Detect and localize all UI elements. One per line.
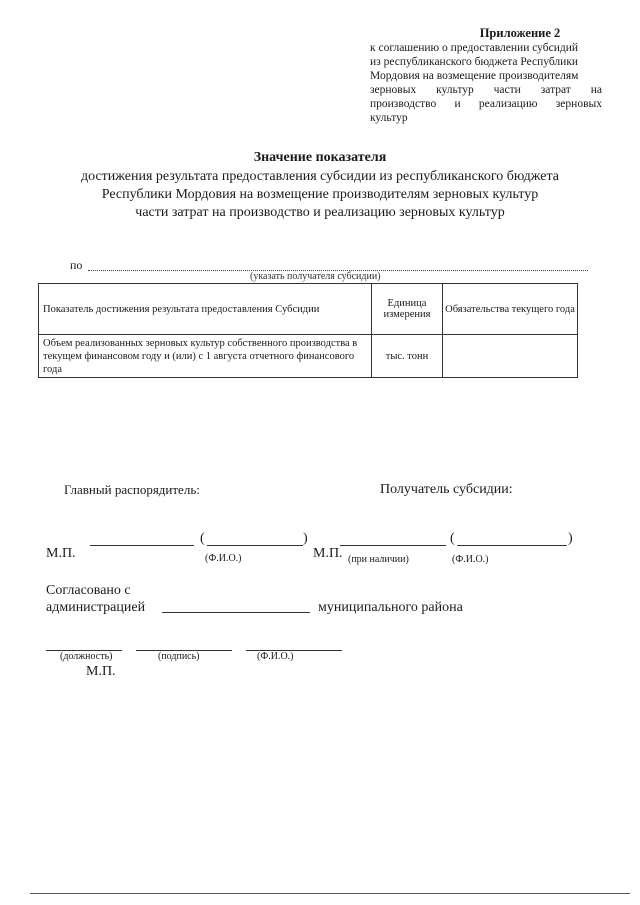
agreement-line1: Согласовано с — [46, 583, 131, 598]
indicator-table — [38, 283, 578, 378]
appendix-line: Мордовия на возмещение производителям — [370, 70, 579, 82]
appendix-word: части — [493, 84, 521, 96]
header-indicator: Показатель достижения результата предоставления Субсидии — [39, 284, 372, 335]
header-obligation: Обязательства текущего года — [443, 284, 578, 335]
appendix-word: реализацию — [478, 98, 538, 110]
page-bottom-rule — [30, 893, 630, 894]
open-paren: ( — [200, 531, 205, 546]
cell-obligation[interactable] — [443, 335, 578, 378]
recipient-fio-field[interactable] — [457, 545, 567, 546]
appendix-title: Приложение 2 — [479, 26, 561, 40]
appendix-line: культур — [370, 112, 408, 124]
recipient-label: Получатель субсидии: — [380, 482, 513, 497]
chief-administrator-label: Главный распорядитель: — [64, 482, 200, 497]
recipient-fio-hint: (Ф.И.О.) — [452, 554, 489, 565]
position-hint: (должность) — [60, 651, 113, 662]
close-paren: ) — [303, 531, 308, 546]
stamp-optional-hint: (при наличии) — [348, 554, 409, 565]
appendix-word: затрат — [540, 84, 571, 96]
document-subtitle-line: Республики Мордовия на возмещение производителям зерновых культур — [101, 187, 539, 202]
table-row — [39, 335, 578, 378]
chief-fio-field[interactable] — [207, 545, 303, 546]
appendix-word: на — [590, 84, 602, 96]
table-header-row — [39, 284, 578, 335]
administration-name-field[interactable] — [162, 612, 310, 613]
close-paren: ) — [568, 531, 573, 546]
appendix-word: культур — [436, 84, 474, 96]
document-title: Значение показателя — [253, 150, 387, 165]
chief-fio-hint: (Ф.И.О.) — [205, 553, 242, 564]
header-unit: Единица измерения — [372, 284, 443, 335]
cell-unit: тыс. тонн — [372, 335, 443, 378]
appendix-line — [370, 98, 602, 112]
appendix-word: производство — [370, 98, 437, 110]
chief-signature-field[interactable] — [90, 545, 194, 546]
recipient-prefix: по — [70, 258, 83, 272]
stamp-place-agreement: М.П. — [86, 664, 116, 679]
stamp-place-right: М.П. — [313, 546, 343, 561]
agreement-suffix: муниципального района — [318, 600, 463, 615]
appendix-word: зерновых — [370, 84, 417, 96]
appendix-line: к соглашению о предоставлении субсидий — [370, 42, 579, 54]
agreement-line2: администрацией — [46, 600, 146, 615]
appendix-word: и — [454, 98, 461, 110]
recipient-hint: (указать получателя субсидии) — [250, 271, 381, 282]
appendix-line: из республиканского бюджета Республики — [370, 56, 579, 68]
fio-hint: (Ф.И.О.) — [257, 651, 294, 662]
cell-indicator: Объем реализованных зерновых культур собственного производства в текущем финансовом году и (или) с 1 августа отчетного финансового года — [39, 335, 372, 378]
signature-hint: (подпись) — [158, 651, 200, 662]
appendix-line — [370, 84, 602, 98]
stamp-place-left: М.П. — [46, 546, 76, 561]
open-paren: ( — [450, 531, 455, 546]
document-subtitle-line: достижения результата предоставления субсидии из республиканского бюджета — [80, 169, 559, 184]
document-subtitle-line: части затрат на производство и реализацию зерновых культур — [135, 205, 505, 220]
recipient-signature-field[interactable] — [340, 545, 446, 546]
appendix-word: зерновых — [555, 98, 602, 110]
